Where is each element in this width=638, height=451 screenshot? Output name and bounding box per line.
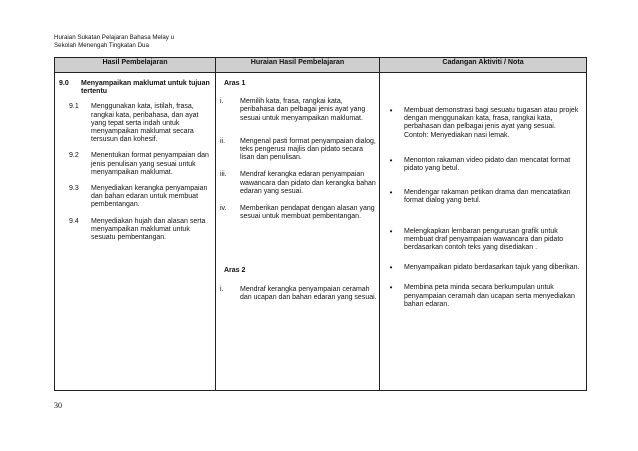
table-row bbox=[55, 73, 587, 391]
huraian-item-number: i. bbox=[220, 98, 224, 106]
table-header-row bbox=[55, 58, 587, 73]
hasil-item-number: 9.4 bbox=[69, 217, 79, 225]
bullet-icon: • bbox=[389, 226, 393, 236]
page-number: 30 bbox=[54, 401, 62, 410]
huraian-item bbox=[216, 98, 379, 123]
aras2-heading: Aras 2 bbox=[224, 267, 246, 275]
bullet-icon: • bbox=[389, 188, 393, 198]
hasil-heading bbox=[59, 80, 211, 96]
document-header-line1: Huraian Sukatan Pelajaran Bahasa Melay u bbox=[54, 34, 175, 41]
column-header-hasil: Hasil Pembelajaran bbox=[55, 58, 216, 73]
huraian-item-number: i. bbox=[220, 285, 224, 293]
huraian-item-text: Mendraf kerangka penyampaian ceramah dan ucapan dan bahan edaran yang sesuai. bbox=[240, 285, 377, 301]
column-header-cadangan: Cadangan Aktiviti / Nota bbox=[380, 58, 587, 73]
cadangan-text: Menonton rakaman video pidato dan mencatat format pidato yang betul. bbox=[404, 156, 571, 173]
cadangan-item bbox=[380, 284, 586, 309]
huraian-item bbox=[216, 171, 379, 196]
cadangan-item bbox=[380, 228, 586, 253]
huraian-item-text: Mendraf kerangka edaran penyampaian wawancara dan pidato dan kerangka bahan edaran yang sesuai. bbox=[240, 171, 376, 195]
hasil-number: 9.0 bbox=[59, 80, 69, 87]
cadangan-text: Membina peta minda secara berkumpulan untuk penyampaian ceramah dan ucapan serta menyediakan bahan edaran. bbox=[404, 284, 575, 308]
hasil-item-text: Menggunakan kata, istilah, frasa, rangkai kata, peribahasa, dan ayat yang tepat serta indah untuk menyampaikan maklumat secara tersusun dan kohesif. bbox=[91, 103, 199, 144]
hasil-item-number: 9.1 bbox=[69, 103, 79, 111]
hasil-item-text: Menyediakan hujah dan alasan serta menyampaikan maklumat untuk sesuatu pembentangan. bbox=[91, 217, 206, 242]
aras1-heading: Aras 1 bbox=[224, 80, 246, 87]
hasil-item-text: Menyediakan kerangka penyampaian dan bahan edaran untuk membuat pembentangan. bbox=[91, 185, 208, 209]
cadangan-text: Membuat demonstrasi bagi sesuatu tugasan atau projek dengan menggunakan kata, frasa, rangkai kata, perbahasan dan pelbagai jenis ayat yang sesuai. Contoh: Menyediakan nasi lemak. bbox=[404, 107, 579, 139]
bullet-icon: • bbox=[389, 106, 393, 115]
syllabus-table bbox=[54, 57, 587, 391]
huraian-item-text: Memberikan pendapat dengan alasan yang sesuai untuk membuat pembentangan. bbox=[240, 205, 375, 221]
huraian-item-number: iv. bbox=[220, 205, 227, 213]
huraian-item-number: iii. bbox=[220, 171, 227, 179]
huraian-item-text: Mengenal pasti format penyampaian dialog, teks pengerusi majlis dan pidato secara lisan dan penulisan. bbox=[240, 137, 376, 162]
hasil-item-text: Menentukan format penyampaian dan jenis penulisan yang sesuai untuk menyampaikan maklumat. bbox=[91, 152, 209, 176]
cadangan-text: Menyampaikan pidato berdasarkan tajuk yang diberikan. bbox=[404, 264, 580, 272]
huraian-item bbox=[216, 205, 379, 221]
document-header-line2: Sekolah Menengah Tingkatan Dua bbox=[54, 42, 149, 49]
hasil-title: Menyampaikan maklumat untuk tujuan tertentu bbox=[81, 80, 210, 96]
cadangan-item bbox=[380, 107, 586, 140]
cadangan-text: Melengkapkan lembaran pengurusan grafik untuk membuat draf penyampaian wawancara dan pidato berdasarkan contoh teks yang disediakan . bbox=[404, 227, 564, 252]
huraian-item-text: Memilih kata, frasa, rangkai kata, peribahasa dan pelbagai jenis ayat yang sesuai untuk menyampaikan maklumat. bbox=[240, 98, 366, 122]
cadangan-text: Mendengar rakaman petikan drama dan mencatatkan format dialog yang betul. bbox=[404, 189, 571, 205]
hasil-item bbox=[59, 103, 211, 144]
bullet-icon: • bbox=[389, 283, 393, 293]
hasil-item bbox=[59, 152, 211, 177]
huraian-cell bbox=[216, 73, 380, 391]
cadangan-cell bbox=[380, 73, 587, 391]
huraian-item bbox=[216, 286, 379, 302]
bullet-icon: • bbox=[389, 263, 393, 273]
huraian-item bbox=[216, 138, 379, 163]
hasil-cell bbox=[55, 73, 216, 391]
hasil-item-number: 9.3 bbox=[69, 185, 79, 193]
cadangan-item bbox=[380, 157, 586, 173]
cadangan-item bbox=[380, 264, 586, 272]
cadangan-item bbox=[380, 189, 586, 205]
hasil-item-number: 9.2 bbox=[69, 152, 79, 160]
bullet-icon: • bbox=[389, 155, 393, 165]
hasil-item bbox=[59, 218, 211, 243]
column-header-huraian: Huraian Hasil Pembelajaran bbox=[216, 58, 380, 73]
hasil-item bbox=[59, 185, 211, 210]
huraian-item-number: ii. bbox=[220, 137, 226, 145]
